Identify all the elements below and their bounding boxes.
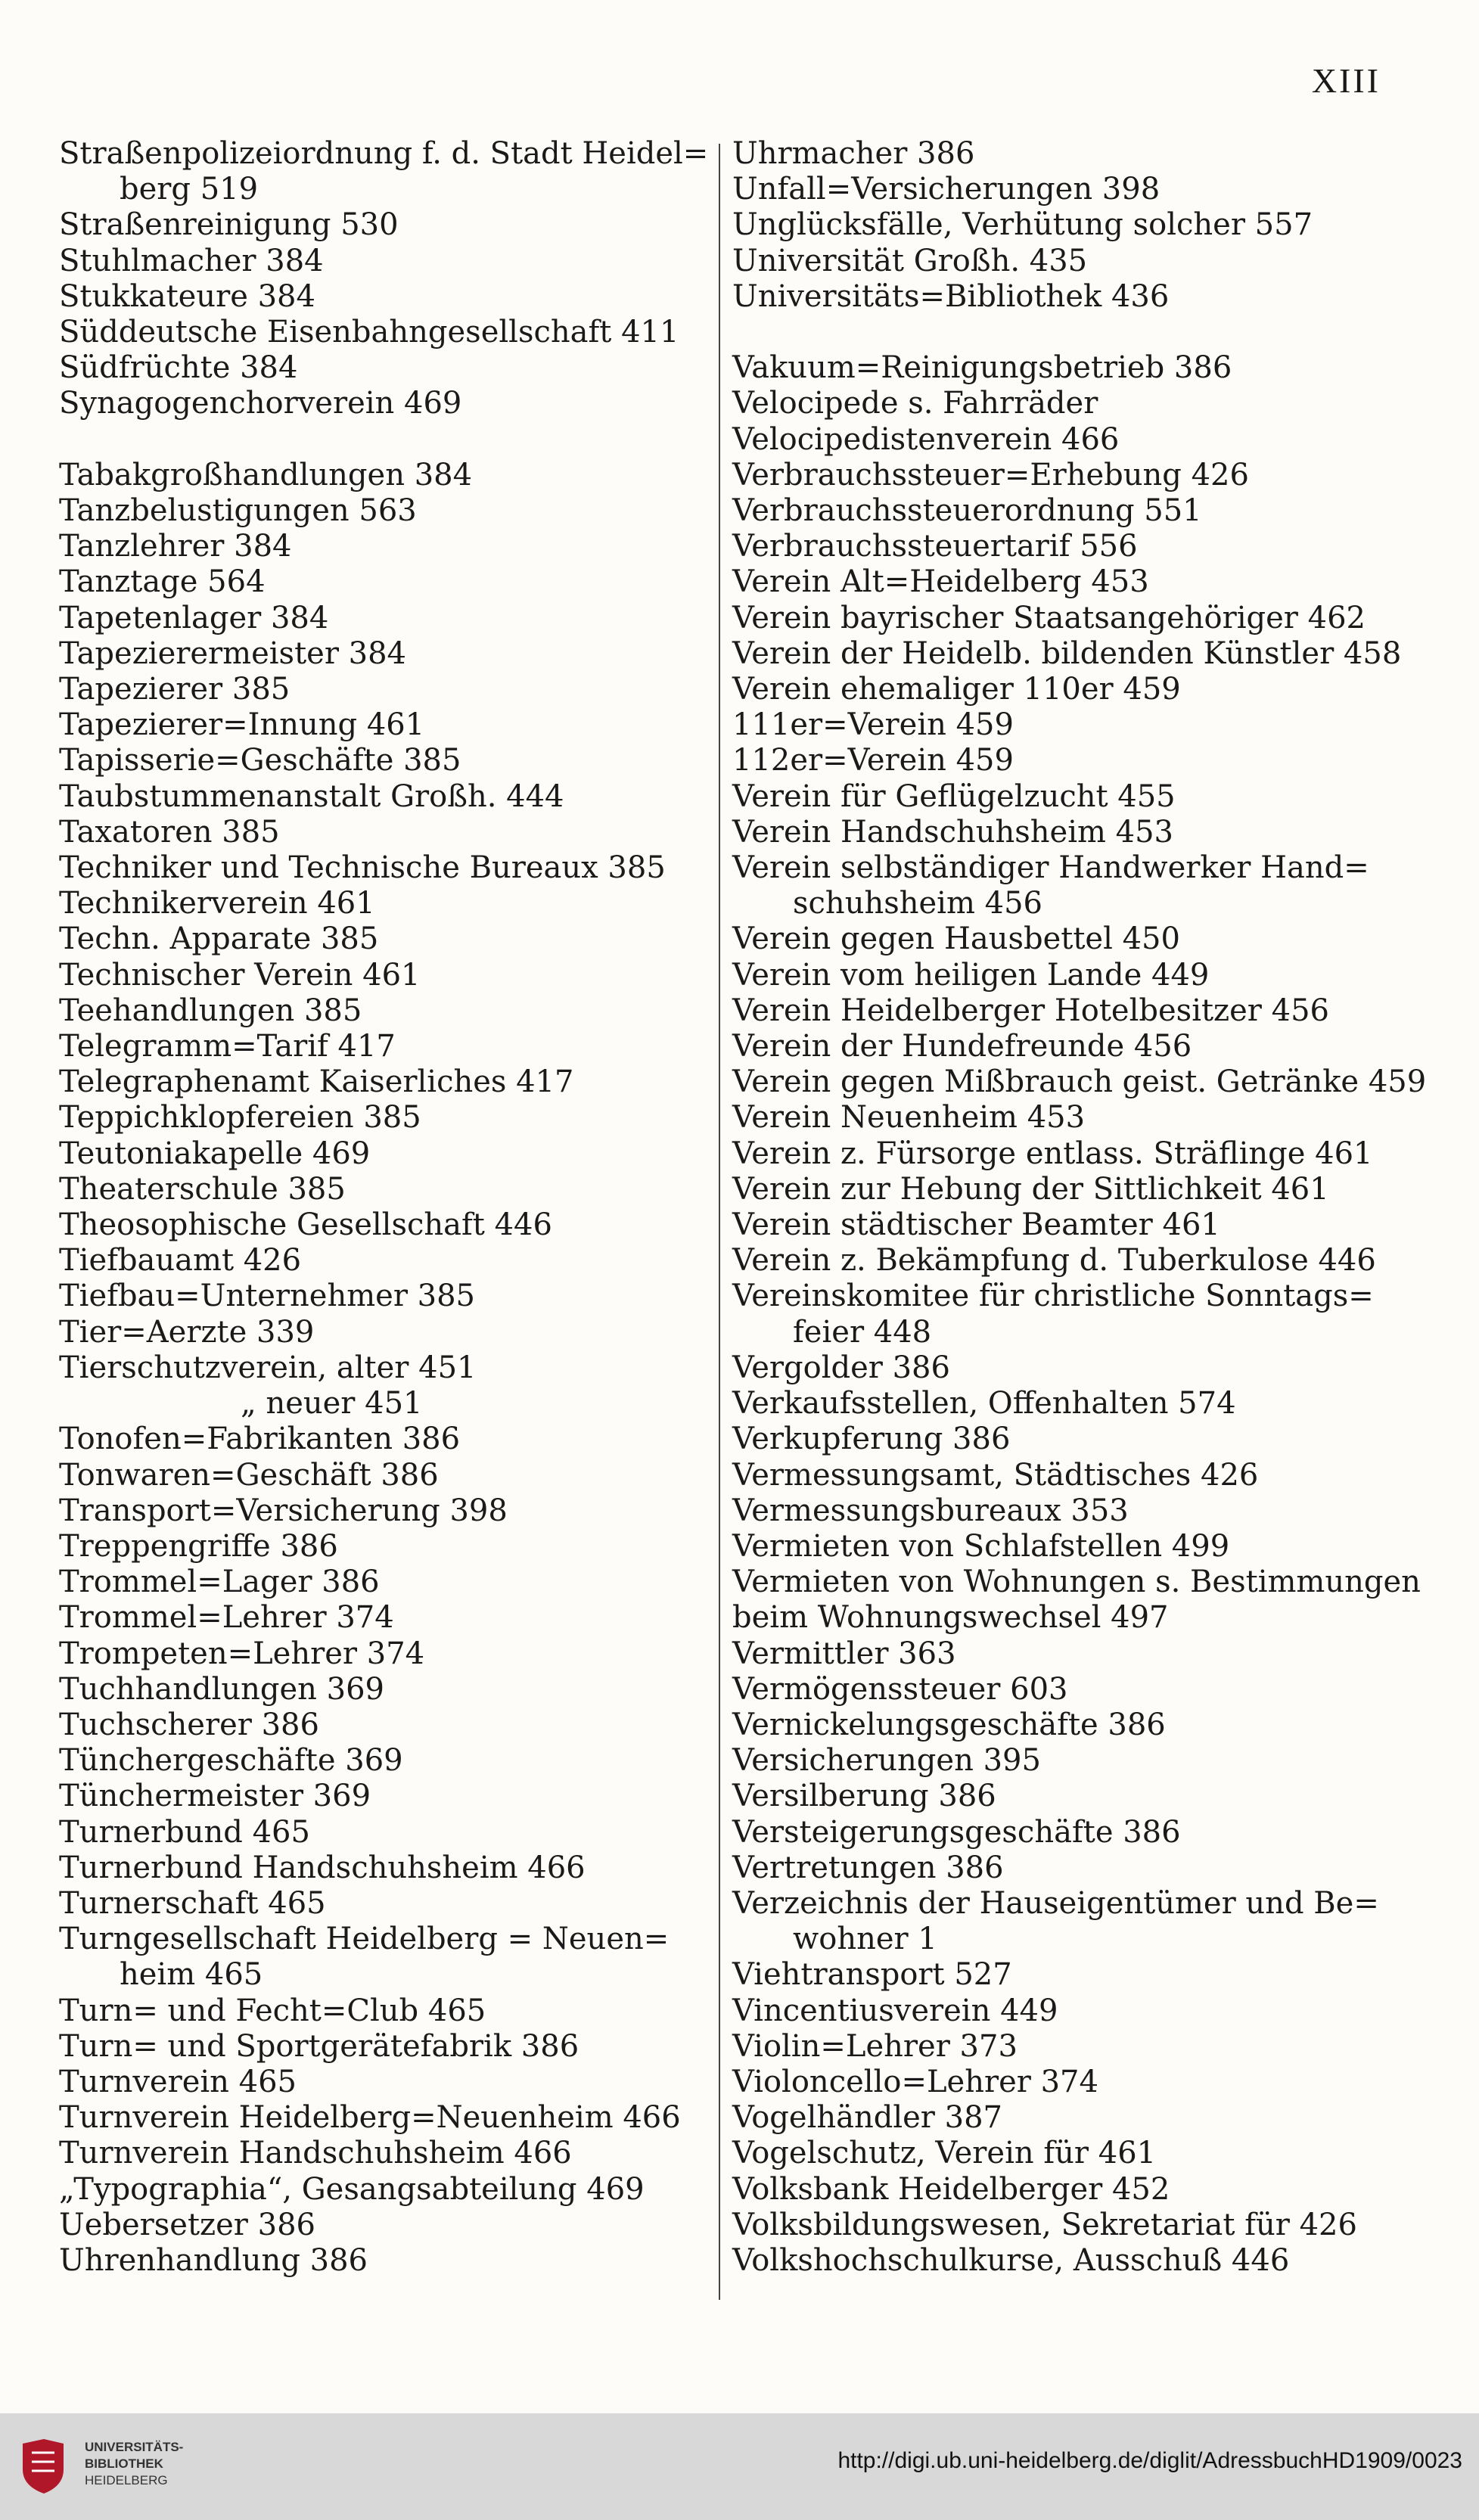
index-entry: Verein für Geflügelzucht 455 <box>732 778 1176 814</box>
index-entry: Vereinskomitee für christliche Sonntags= <box>732 1279 1374 1314</box>
index-entry: Vogelhändler 387 <box>732 2100 1002 2136</box>
column-divider <box>719 144 720 2300</box>
logo-line: BIBLIOTHEK <box>85 2456 163 2471</box>
index-entry: Vermieten von Schlafstellen 499 <box>732 1528 1230 1564</box>
section-gap <box>732 315 1398 350</box>
index-entry: Uebersetzer 386 <box>59 2207 315 2242</box>
index-entry: Teppichklopfereien 385 <box>59 1100 421 1136</box>
logo-line: UNIVERSITÄTS- <box>85 2440 184 2454</box>
index-entry: Vermögenssteuer 603 <box>732 1671 1068 1707</box>
index-entry: Tierschutzverein, alter 451 <box>59 1350 477 1385</box>
index-entry: feier 448 <box>793 1314 932 1350</box>
index-entry: Velocipede s. Fahrräder <box>732 386 1098 421</box>
index-entry: Vakuum=Reinigungsbetrieb 386 <box>732 350 1232 386</box>
index-entry: Stuhlmacher 384 <box>59 243 324 278</box>
index-entry: Tonwaren=Geschäft 386 <box>59 1457 439 1493</box>
index-entry: Verein Handschuhsheim 453 <box>732 814 1174 850</box>
index-entry: Velocipedistenverein 466 <box>732 421 1120 457</box>
index-entry: „Typographia“, Gesangsabteilung 469 <box>59 2171 645 2207</box>
source-url-link[interactable]: http://digi.ub.uni-heidelberg.de/diglit/AdressbuchHD1909/0023 <box>837 2448 1462 2473</box>
index-entry: Vermieten von Wohnungen s. Bestimmungen <box>732 1565 1421 1600</box>
index-entry: Vincentiusverein 449 <box>732 1993 1058 2028</box>
index-entry: Tiefbau=Unternehmer 385 <box>59 1279 475 1314</box>
index-entry: Uhrenhandlung 386 <box>59 2242 368 2278</box>
index-entry: Verein selbständiger Handwerker Hand= <box>732 850 1369 886</box>
index-entry: Verein bayrischer Staatsangehöriger 462 <box>732 600 1366 635</box>
index-entry: Tier=Aerzte 339 <box>59 1314 315 1350</box>
index-entry: Tünchergeschäfte 369 <box>59 1743 403 1779</box>
index-entry: Techn. Apparate 385 <box>59 921 379 957</box>
index-entry: Volksbildungswesen, Sekretariat für 426 <box>732 2207 1357 2242</box>
index-entry: Versilberung 386 <box>732 1779 996 1814</box>
index-entry: berg 519 <box>120 172 259 207</box>
index-entry: 111er=Verein 459 <box>732 707 1014 743</box>
index-entry: Turn= und Sportgerätefabrik 386 <box>59 2028 579 2064</box>
index-entry: Tapezierer=Innung 461 <box>59 707 425 743</box>
index-entry: Tanztage 564 <box>59 564 266 600</box>
index-entry: Stukkateure 384 <box>59 278 315 314</box>
index-entry: Verein der Heidelb. bildenden Künstler 458 <box>732 635 1402 671</box>
index-entry: Turnverein Heidelberg=Neuenheim 466 <box>59 2100 681 2136</box>
index-entry: Verein ehemaliger 110er 459 <box>732 672 1181 707</box>
index-entry: Volkshochschulkurse, Ausschuß 446 <box>732 2242 1290 2278</box>
index-column-left <box>59 136 713 2279</box>
index-entry: beim Wohnungswechsel 497 <box>732 1600 1169 1636</box>
index-entry: „ neuer 451 <box>241 1386 423 1422</box>
index-entry: Violoncello=Lehrer 374 <box>732 2064 1098 2099</box>
index-entry: Tiefbauamt 426 <box>59 1243 302 1279</box>
index-entry: Verbrauchssteuertarif 556 <box>732 529 1138 564</box>
university-seal-icon <box>17 2436 70 2497</box>
index-entry: Telegraphenamt Kaiserliches 417 <box>59 1064 574 1100</box>
page-number: XIII <box>1311 61 1381 100</box>
index-entry: Taubstummenanstalt Großh. 444 <box>59 778 564 814</box>
index-entry: Tapetenlager 384 <box>59 600 329 635</box>
index-entry: Unglücksfälle, Verhütung solcher 557 <box>732 207 1313 243</box>
index-entry: Treppengriffe 386 <box>59 1528 338 1564</box>
index-entry: Tabakgroßhandlungen 384 <box>59 457 473 493</box>
index-entry: Verein der Hundefreunde 456 <box>732 1029 1192 1064</box>
index-entry: Verbrauchssteuer=Erhebung 426 <box>732 457 1249 493</box>
index-entry: Verein gegen Hausbettel 450 <box>732 921 1180 957</box>
index-entry: Verein z. Bekämpfung d. Tuberkulose 446 <box>732 1243 1376 1279</box>
index-entry: Verzeichnis der Hauseigentümer und Be= <box>732 1885 1379 1921</box>
index-entry: Transport=Versicherung 398 <box>59 1493 508 1528</box>
index-entry: Viehtransport 527 <box>732 1957 1012 1993</box>
index-entry: Universität Großh. 435 <box>732 243 1088 278</box>
index-entry: Verkupferung 386 <box>732 1422 1011 1457</box>
index-entry: Trommel=Lehrer 374 <box>59 1600 394 1636</box>
index-entry: Turnerbund 465 <box>59 1814 310 1850</box>
index-entry: Verein gegen Mißbrauch geist. Getränke 459 <box>732 1064 1427 1100</box>
index-entry: Verkaufsstellen, Offenhalten 574 <box>732 1386 1236 1422</box>
index-entry: Verein Heidelberger Hotelbesitzer 456 <box>732 993 1329 1028</box>
index-entry: Tuchscherer 386 <box>59 1707 319 1742</box>
index-entry: Versicherungen 395 <box>732 1743 1041 1779</box>
index-entry: Trompeten=Lehrer 374 <box>59 1636 425 1671</box>
index-entry: Verein Neuenheim 453 <box>732 1100 1086 1136</box>
index-entry: Tapisserie=Geschäfte 385 <box>59 743 461 778</box>
index-entry: Tanzlehrer 384 <box>59 529 292 564</box>
index-entry: Volksbank Heidelberger 452 <box>732 2171 1170 2207</box>
index-entry: Vermessungsamt, Städtisches 426 <box>732 1457 1259 1493</box>
index-entry: Versteigerungsgeschäfte 386 <box>732 1814 1181 1850</box>
section-gap <box>59 422 713 458</box>
index-entry: Turnverein Handschuhsheim 466 <box>59 2136 572 2171</box>
index-entry: Straßenpolizeiordnung f. d. Stadt Heidel= <box>59 136 709 171</box>
index-entry: Tapezierer 385 <box>59 672 291 707</box>
index-entry: Unfall=Versicherungen 398 <box>732 172 1161 207</box>
index-entry: Taxatoren 385 <box>59 814 280 850</box>
index-entry: 112er=Verein 459 <box>732 743 1014 778</box>
index-entry: Technikerverein 461 <box>59 886 375 921</box>
index-entry: Uhrmacher 386 <box>732 136 975 171</box>
index-entry: Tapezierermeister 384 <box>59 635 407 671</box>
index-entry: Synagogenchorverein 469 <box>59 386 462 421</box>
index-entry: Verein vom heiligen Lande 449 <box>732 957 1210 993</box>
index-entry: Verein städtischer Beamter 461 <box>732 1207 1220 1243</box>
index-entry: Teehandlungen 385 <box>59 993 362 1028</box>
index-entry: Teutoniakapelle 469 <box>59 1136 371 1171</box>
index-entry: Techniker und Technische Bureaux 385 <box>59 850 666 886</box>
index-entry: Tanzbelustigungen 563 <box>59 493 417 529</box>
index-entry: Vermittler 363 <box>732 1636 956 1671</box>
index-entry: Südfrüchte 384 <box>59 350 298 386</box>
index-entry: wohner 1 <box>793 1922 937 1957</box>
index-column-right <box>732 136 1427 2279</box>
index-entry: Verbrauchssteuerordnung 551 <box>732 493 1202 529</box>
footer-bar <box>0 2413 1479 2520</box>
index-entry: Universitäts=Bibliothek 436 <box>732 278 1170 314</box>
index-entry: Turnerschaft 465 <box>59 1885 326 1921</box>
index-entry: Turnverein 465 <box>59 2064 297 2099</box>
library-logo-text <box>85 2439 183 2489</box>
index-entry: Technischer Verein 461 <box>59 957 421 993</box>
index-entry: Vertretungen 386 <box>732 1850 1004 1885</box>
index-entry: Turngesellschaft Heidelberg = Neuen= <box>59 1922 670 1957</box>
index-entry: heim 465 <box>120 1957 263 1993</box>
index-entry: Theaterschule 385 <box>59 1171 346 1207</box>
index-entry: Verein Alt=Heidelberg 453 <box>732 564 1149 600</box>
index-entry: Tünchermeister 369 <box>59 1779 371 1814</box>
index-entry: Turnerbund Handschuhsheim 466 <box>59 1850 586 1885</box>
index-entry: Violin=Lehrer 373 <box>732 2028 1018 2064</box>
index-entry: Trommel=Lager 386 <box>59 1565 380 1600</box>
index-entry: schuhsheim 456 <box>793 886 1042 921</box>
index-entry: Vogelschutz, Verein für 461 <box>732 2136 1157 2171</box>
index-entry: Vergolder 386 <box>732 1350 950 1385</box>
index-entry: Tonofen=Fabrikanten 386 <box>59 1422 461 1457</box>
index-entry: Telegramm=Tarif 417 <box>59 1029 396 1064</box>
index-entry: Theosophische Gesellschaft 446 <box>59 1207 552 1243</box>
index-entry: Verein z. Fürsorge entlass. Sträflinge 461 <box>732 1136 1373 1171</box>
index-entry: Vernickelungsgeschäfte 386 <box>732 1707 1166 1742</box>
logo-line: HEIDELBERG <box>85 2473 168 2487</box>
index-entry: Verein zur Hebung der Sittlichkeit 461 <box>732 1171 1329 1207</box>
index-entry: Straßenreinigung 530 <box>59 207 399 243</box>
index-entry: Süddeutsche Eisenbahngesellschaft 411 <box>59 315 679 350</box>
index-entry: Tuchhandlungen 369 <box>59 1671 384 1707</box>
index-entry: Turn= und Fecht=Club 465 <box>59 1993 486 2028</box>
index-entry: Vermessungsbureaux 353 <box>732 1493 1129 1528</box>
